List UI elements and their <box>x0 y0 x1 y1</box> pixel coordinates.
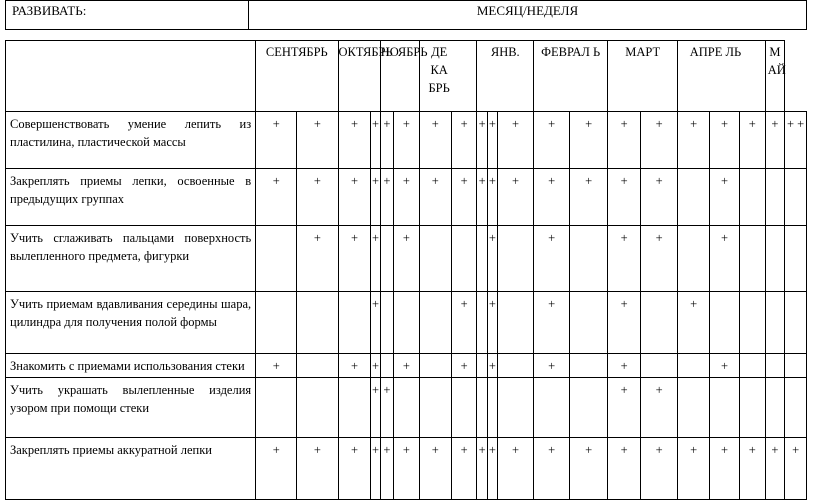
mark-cell: + <box>534 169 570 226</box>
mark-cell <box>710 292 740 354</box>
mark-cell <box>534 378 570 438</box>
task-label: Учить приемам вдавливания середины шара, цилиндра для получения полой формы <box>6 292 256 354</box>
mark-cell: + <box>477 438 487 500</box>
mark-cell <box>419 292 451 354</box>
mark-cell <box>570 226 608 292</box>
mark-cell: + <box>534 292 570 354</box>
mark-cell <box>338 378 371 438</box>
mark-cell: + <box>297 226 338 292</box>
mark-cell: + <box>498 438 534 500</box>
mark-cell <box>498 354 534 378</box>
mark-cell: + <box>487 354 497 378</box>
mark-cell: + <box>765 112 785 169</box>
mark-cell <box>380 354 393 378</box>
mark-cell: + + <box>785 112 807 169</box>
mark-cell: + <box>477 169 487 226</box>
mark-cell <box>710 378 740 438</box>
month-header-april: АПРЕ ЛЬ <box>678 41 765 112</box>
month-header-may: М АЙ <box>765 41 785 112</box>
mark-cell: + <box>380 169 393 226</box>
mark-cell: + <box>678 292 710 354</box>
mark-cell: + <box>297 112 338 169</box>
month-header-december: ДЕ КА БРЬ <box>419 41 477 112</box>
plan-body <box>6 112 807 500</box>
mark-cell: + <box>451 438 477 500</box>
plan-row <box>6 354 807 378</box>
mark-cell: + <box>419 169 451 226</box>
mark-cell: + <box>394 226 420 292</box>
header-table <box>5 0 807 30</box>
mark-cell: + <box>371 226 380 292</box>
mark-cell: + <box>498 112 534 169</box>
mark-cell <box>256 378 297 438</box>
mark-cell <box>570 292 608 354</box>
mark-cell <box>739 378 765 438</box>
mark-cell <box>739 354 765 378</box>
mark-cell: + <box>641 378 678 438</box>
task-label: Закреплять приемы аккуратной лепки <box>6 438 256 500</box>
mark-cell: + <box>371 112 380 169</box>
mark-cell <box>477 226 487 292</box>
empty-header-cell <box>6 41 256 112</box>
task-label: Совершенствовать умение лепить из пластилина, пластической массы <box>6 112 256 169</box>
mark-cell: + <box>641 112 678 169</box>
mark-cell <box>785 169 807 226</box>
plan-row <box>6 438 807 500</box>
mark-cell <box>380 292 393 354</box>
plan-table <box>5 40 807 500</box>
mark-cell <box>394 378 420 438</box>
mark-cell: + <box>641 226 678 292</box>
plan-row <box>6 112 807 169</box>
mark-cell <box>256 226 297 292</box>
mark-cell: + <box>297 169 338 226</box>
mark-cell: + <box>534 226 570 292</box>
task-label: Закреплять приемы лепки, освоенные в предыдущих группах <box>6 169 256 226</box>
plan-row <box>6 226 807 292</box>
mark-cell: + <box>419 438 451 500</box>
mark-cell: + <box>338 438 371 500</box>
mark-cell <box>419 378 451 438</box>
mark-cell: + <box>608 112 641 169</box>
mark-cell: + <box>394 354 420 378</box>
mark-cell <box>765 169 785 226</box>
mark-cell: + <box>570 438 608 500</box>
mark-cell <box>477 354 487 378</box>
mark-cell <box>256 292 297 354</box>
mark-cell: + <box>371 292 380 354</box>
mark-cell: + <box>256 112 297 169</box>
mark-cell: + <box>710 354 740 378</box>
mark-cell <box>297 292 338 354</box>
mark-cell: + <box>710 438 740 500</box>
mark-cell: + <box>498 169 534 226</box>
mark-cell: + <box>297 438 338 500</box>
mark-cell <box>785 378 807 438</box>
mark-cell: + <box>570 169 608 226</box>
mark-cell <box>498 226 534 292</box>
mark-cell: + <box>487 438 497 500</box>
mark-cell: + <box>256 169 297 226</box>
task-label: Знакомить с приемами использования стеки <box>6 354 256 378</box>
mark-cell <box>785 226 807 292</box>
mark-cell: + <box>641 438 678 500</box>
mark-cell: + <box>641 169 678 226</box>
mark-cell: + <box>608 378 641 438</box>
mark-cell <box>678 378 710 438</box>
mark-cell: + <box>678 112 710 169</box>
mark-cell <box>765 378 785 438</box>
mark-cell <box>678 226 710 292</box>
mark-cell: + <box>371 354 380 378</box>
mark-cell <box>570 378 608 438</box>
mark-cell <box>765 354 785 378</box>
mark-cell: + <box>710 112 740 169</box>
mark-cell: + <box>534 112 570 169</box>
mark-cell <box>739 292 765 354</box>
mark-cell: + <box>394 438 420 500</box>
month-header-january: ЯНВ. <box>477 41 534 112</box>
mark-cell: + <box>487 226 497 292</box>
month-header-november: НОЯБРЬ <box>380 41 419 112</box>
plan-row <box>6 378 807 438</box>
mark-cell: + <box>451 354 477 378</box>
mark-cell: + <box>380 112 393 169</box>
mark-cell: + <box>487 112 497 169</box>
mark-cell <box>451 378 477 438</box>
mark-cell <box>570 354 608 378</box>
mark-cell: + <box>256 438 297 500</box>
mark-cell: + <box>371 438 380 500</box>
plan-row <box>6 292 807 354</box>
mark-cell: + <box>371 169 380 226</box>
mark-cell <box>477 292 487 354</box>
mark-cell <box>678 354 710 378</box>
mark-cell <box>451 226 477 292</box>
mark-cell <box>487 378 497 438</box>
mark-cell <box>785 354 807 378</box>
mark-cell: + <box>419 112 451 169</box>
mark-cell: + <box>487 292 497 354</box>
mark-cell: + <box>785 438 807 500</box>
mark-cell <box>739 226 765 292</box>
mark-cell: + <box>394 112 420 169</box>
header-right-cell: МЕСЯЦ/НЕДЕЛЯ <box>249 1 807 30</box>
mark-cell: + <box>394 169 420 226</box>
task-label: Учить украшать вылепленные изделия узором при помощи стеки <box>6 378 256 438</box>
mark-cell <box>297 354 338 378</box>
mark-cell <box>477 378 487 438</box>
mark-cell <box>498 378 534 438</box>
mark-cell: + <box>338 112 371 169</box>
mark-cell: + <box>678 438 710 500</box>
month-header-march: МАРТ <box>608 41 678 112</box>
mark-cell: + <box>380 378 393 438</box>
mark-cell: + <box>451 169 477 226</box>
mark-cell <box>498 292 534 354</box>
mark-cell: + <box>710 226 740 292</box>
mark-cell: + <box>608 438 641 500</box>
mark-cell <box>394 292 420 354</box>
plan-row <box>6 169 807 226</box>
mark-cell <box>641 292 678 354</box>
mark-cell: + <box>608 292 641 354</box>
header-left-cell: РАЗВИВАТЬ: <box>6 1 249 30</box>
mark-cell: + <box>608 354 641 378</box>
mark-cell <box>419 226 451 292</box>
mark-cell <box>739 169 765 226</box>
month-header-october: ОКТЯБРЬ <box>338 41 380 112</box>
mark-cell <box>297 378 338 438</box>
mark-cell: + <box>534 354 570 378</box>
mark-cell: + <box>570 112 608 169</box>
mark-cell: + <box>451 292 477 354</box>
month-header-september: СЕНТЯБРЬ <box>256 41 338 112</box>
mark-cell: + <box>739 438 765 500</box>
mark-cell: + <box>338 226 371 292</box>
mark-cell: + <box>534 438 570 500</box>
mark-cell: + <box>338 169 371 226</box>
mark-cell: + <box>739 112 765 169</box>
mark-cell <box>419 354 451 378</box>
mark-cell <box>338 292 371 354</box>
mark-cell <box>785 292 807 354</box>
mark-cell: + <box>371 378 380 438</box>
mark-cell: + <box>487 169 497 226</box>
mark-cell <box>765 292 785 354</box>
mark-cell: + <box>608 226 641 292</box>
mark-cell: + <box>477 112 487 169</box>
mark-cell <box>641 354 678 378</box>
mark-cell <box>678 169 710 226</box>
mark-cell: + <box>608 169 641 226</box>
task-label: Учить сглаживать пальцами поверхность вылепленного предмета, фигурки <box>6 226 256 292</box>
month-header-february: ФЕВРАЛ Ь <box>534 41 608 112</box>
mark-cell: + <box>765 438 785 500</box>
mark-cell: + <box>451 112 477 169</box>
mark-cell <box>765 226 785 292</box>
mark-cell: + <box>338 354 371 378</box>
mark-cell: + <box>710 169 740 226</box>
mark-cell <box>380 226 393 292</box>
mark-cell: + <box>380 438 393 500</box>
mark-cell: + <box>256 354 297 378</box>
